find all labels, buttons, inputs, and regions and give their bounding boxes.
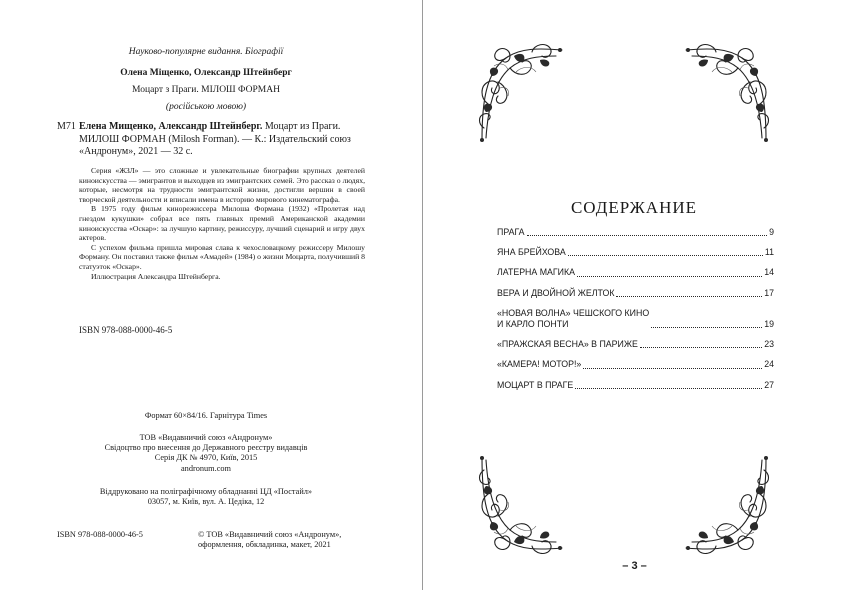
toc-entry-title: «ПРАЖСКАЯ ВЕСНА» В ПАРИЖЕ [497, 339, 638, 350]
toc-leader [616, 295, 762, 297]
catalog-entry [79, 121, 369, 159]
toc-leader [651, 326, 762, 328]
toc-entry-title: ВЕРА И ДВОЙНОЙ ЖЕЛТОК [497, 287, 615, 298]
toc-entry-title: МОЦАРТ В ПРАГЕ [497, 379, 574, 390]
imprint-page [0, 0, 422, 590]
toc-leader [527, 234, 768, 236]
toc-leader [640, 346, 762, 348]
toc-entry-page: 24 [764, 359, 774, 370]
toc-entry[interactable] [497, 247, 774, 258]
baroque-corner-ornament-icon [476, 42, 568, 146]
publisher-line: Серія ДК № 4970, Київ, 2015 [154, 453, 258, 463]
catalog-index: М71 [57, 121, 76, 132]
publisher-line: ТОВ «Видавничий союз «Андронум» [139, 433, 273, 442]
toc-leader [583, 367, 762, 369]
toc-entry[interactable] [497, 359, 774, 370]
printing-line: Віддруковано на поліграфічному обладнанні ЦД «Постайл» [99, 487, 313, 496]
toc-entry-page: 14 [764, 267, 774, 278]
book-title: Моцарт з Праги. МІЛОШ ФОРМАН [132, 85, 280, 95]
publisher-line: andronum.com [180, 463, 231, 473]
genre-line: Науково-популярне видання. Біографії [128, 47, 284, 57]
printing-line: 03057, м. Київ, вул. А. Цедіка, 12 [147, 497, 265, 507]
annotation-paragraph: С успехом фильма пришла мировая слава к чехословацкому режиссеру Милошу Форману. Он поставил также фильм «Амадей» (1984) о жизни Моцарта, получивший 8 статуэток «Оскар». [79, 242, 365, 271]
toc-entry-title: ПРАГА [497, 227, 525, 237]
contents-page [424, 0, 845, 590]
baroque-corner-ornament-icon [476, 452, 568, 556]
toc-entry-title: «НОВАЯ ВОЛНА» ЧЕШСКОГО КИНО И КАРЛО ПОНТИ [497, 307, 650, 330]
language-note: (російською мовою) [165, 102, 247, 112]
publisher-block [20, 433, 392, 474]
toc-entry[interactable] [497, 288, 774, 299]
copyright-note: © ТОВ «Видавничий союз «Андронум», оформлення, обкладинка, макет, 2021 [198, 530, 342, 550]
toc-entry-page: 11 [764, 247, 774, 258]
toc-leader [568, 254, 763, 256]
format-line: Формат 60×84/16. Гарнітура Times [144, 411, 268, 420]
annotation-paragraph: В 1975 году фильм кинорежиссера Милоша Формана (1932) «Пролетая над гнездом кукушки» собрал все пять главных премий Американской академии киноискусства «Оскар»: за лучшую картину, режиссуру, лучший сценарий и игру двух актеров. [79, 204, 365, 243]
page-gutter [422, 0, 423, 590]
toc-entry-page: 27 [764, 379, 774, 390]
authors-line: Олена Міщенко, Олександр Штейнберг [120, 68, 292, 78]
toc-entry-page: 9 [769, 227, 774, 237]
toc-entry[interactable] [497, 308, 774, 330]
toc-entry-page: 19 [764, 319, 774, 330]
contents-heading: СОДЕРЖАНИЕ [570, 198, 698, 217]
printing-block [20, 487, 392, 507]
baroque-corner-ornament-icon [680, 42, 772, 146]
toc-entry-title: ЛАТЕРНА МАГИКА [497, 267, 575, 278]
isbn-top: ISBN 978-088-0000-46-5 [79, 325, 173, 335]
toc-entry-title: «КАМЕРА! МОТОР!» [497, 359, 582, 370]
toc-entry[interactable] [497, 267, 774, 278]
baroque-corner-ornament-icon [680, 452, 772, 556]
publisher-line: Свідоцтво про внесення до Державного реєстру видавців [104, 443, 308, 453]
catalog-authors: Елена Мищенко, Александр Штейнберг. [79, 121, 263, 132]
toc-entry-page: 23 [764, 339, 774, 350]
page-number: – 3 – [622, 560, 647, 572]
annotation [79, 166, 365, 281]
annotation-paragraph: Иллюстрация Александра Штейнберга. [91, 271, 221, 281]
toc-entry-page: 17 [764, 287, 774, 298]
toc-entry[interactable] [497, 380, 774, 391]
catalog-description: Моцарт из Праги. МИЛОШ ФОРМАН (Milosh Forman). — К.: Издательский союз «Андронум», 2021 — 32 с. [79, 121, 351, 157]
annotation-paragraph: Серия «ЖЗЛ» — это сложные и увлекательные биографии крупных деятелей киноискусства — эмигрантов и выходцев из эмигрантских семей. Это рассказ о людях, которые, несмотря на трудности эмигрантской жизни, достигли вершин в своей творческой деятельности и вписали имена в историю мирового кинематографа. [79, 166, 365, 204]
table-of-contents [497, 227, 774, 391]
toc-entry[interactable] [497, 339, 774, 350]
toc-leader [577, 275, 762, 277]
toc-entry[interactable] [497, 227, 774, 238]
isbn-bottom: ISBN 978-088-0000-46-5 [57, 530, 143, 539]
toc-leader [575, 387, 762, 389]
toc-entry-title: ЯНА БРЕЙХОВА [497, 247, 566, 258]
